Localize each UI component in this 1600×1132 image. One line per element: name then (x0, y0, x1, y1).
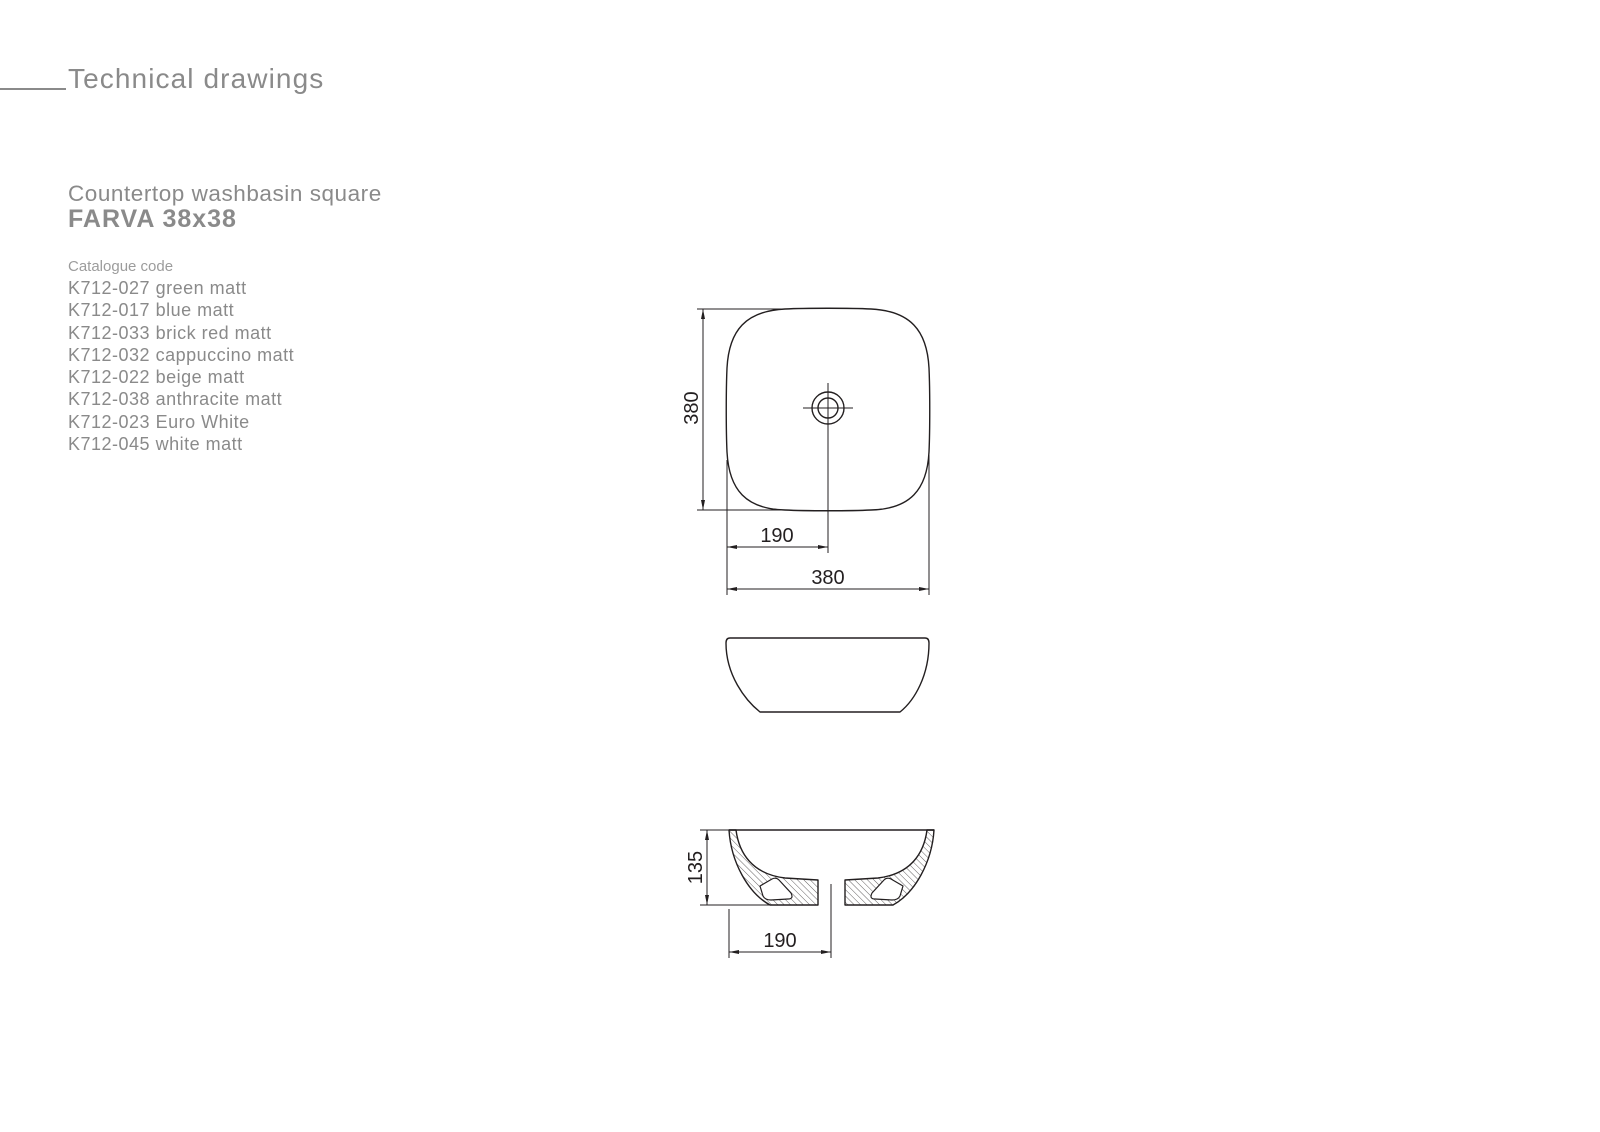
width-dimension-label: 380 (811, 567, 845, 589)
catalogue-code-item: K712-023 Euro White (68, 411, 250, 432)
section-height-dimension-label: 135 (685, 850, 707, 885)
catalogue-code-item: K712-032 cappuccino matt (68, 344, 295, 365)
drain-offset-dimension-label: 190 (760, 525, 794, 547)
height-dimension-label: 380 (681, 391, 703, 425)
basin-outline-front-view (726, 638, 929, 712)
catalogue-code-item: K712-033 brick red matt (68, 322, 272, 343)
catalogue-code-item: K712-027 green matt (68, 278, 247, 298)
catalogue-code-item: K712-045 white matt (68, 434, 243, 455)
catalogue-code-item: K712-022 beige matt (68, 367, 245, 388)
catalogue-code-item: K712-038 anthracite matt (68, 389, 283, 410)
page-title: Technical drawings (68, 63, 325, 94)
front-view (726, 638, 929, 712)
catalogue-code-item: K712-017 blue matt (68, 300, 235, 321)
product-subtitle: Countertop washbasin square (68, 181, 382, 206)
top-view-dimensions (697, 309, 929, 595)
catalogue-code-label: Catalogue code (68, 258, 174, 275)
section-drain-offset-dimension-label: 190 (763, 930, 797, 952)
top-view (726, 308, 930, 553)
product-name: FARVA 38x38 (68, 205, 237, 233)
